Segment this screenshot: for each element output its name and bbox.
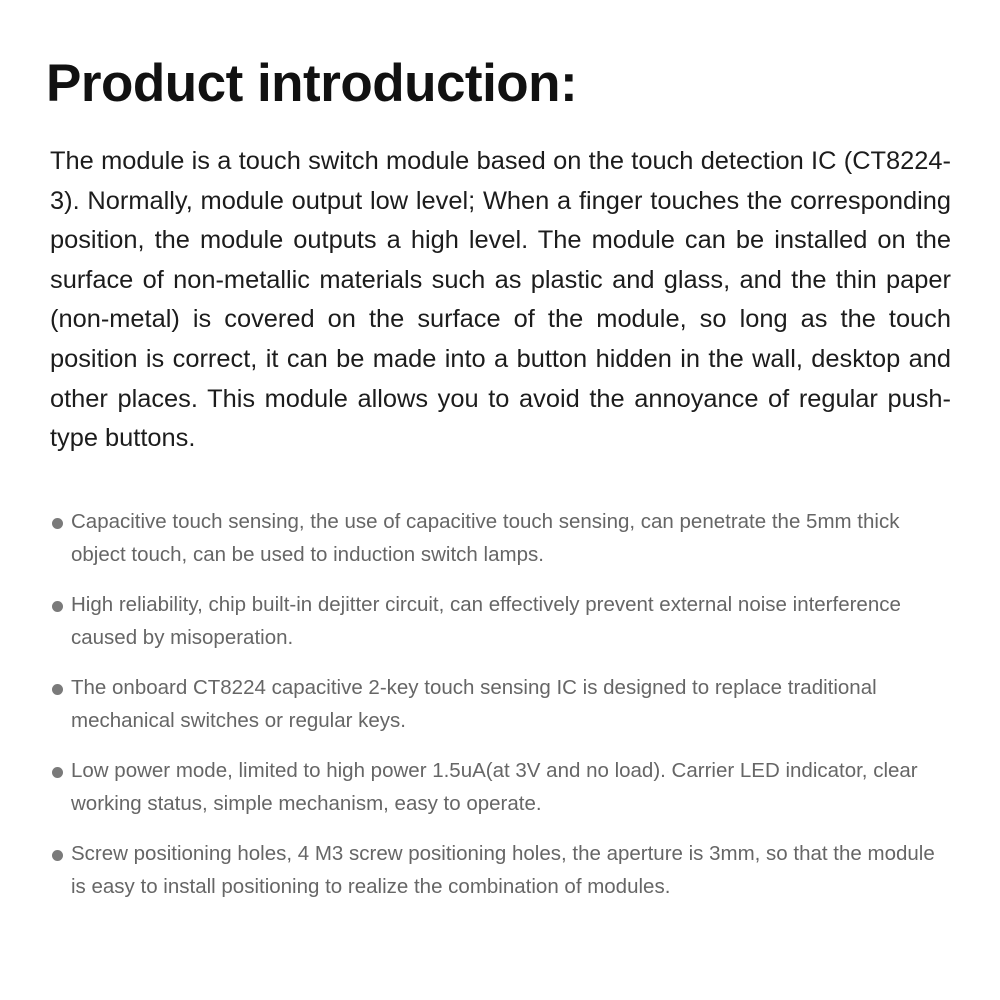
feature-item (52, 505, 952, 571)
intro-paragraph: The module is a touch switch module based on the touch detection IC (CT8224-3). Normally, module output low level; When a finger touches the corresponding position, the module outputs a high level. The module can be installed on the surface of non-metallic materials such as plastic and glass, and the thin paper (non-metal) is covered on the surface of the module, so long as the touch position is correct, it can be made into a button hidden in the wall, desktop and other places. This module allows you to avoid the annoyance of regular push-type buttons. (50, 147, 951, 453)
bullet-dot-icon (52, 601, 63, 612)
bullet-dot-icon (52, 850, 63, 861)
feature-list (52, 505, 952, 920)
feature-text: Capacitive touch sensing, the use of capacitive touch sensing, can penetrate the 5mm thick object touch, can be used to induction switch lamps. (71, 510, 900, 566)
feature-text: The onboard CT8224 capacitive 2-key touch sensing IC is designed to replace traditional mechanical switches or regular keys. (71, 676, 877, 732)
bullet-dot-icon (52, 767, 63, 778)
feature-text: Low power mode, limited to high power 1.5uA(at 3V and no load). Carrier LED indicator, clear working status, simple mechanism, easy to operate. (71, 759, 918, 815)
bullet-dot-icon (52, 518, 63, 529)
feature-item (52, 588, 952, 654)
feature-item (52, 837, 952, 903)
page-title: Product introduction: (46, 54, 578, 113)
feature-text: Screw positioning holes, 4 M3 screw positioning holes, the aperture is 3mm, so that the module is easy to install positioning to realize the combination of modules. (71, 842, 935, 898)
feature-item (52, 754, 952, 820)
feature-text: High reliability, chip built-in dejitter circuit, can effectively prevent external noise interference caused by misoperation. (71, 593, 901, 649)
feature-item (52, 671, 952, 737)
bullet-dot-icon (52, 684, 63, 695)
